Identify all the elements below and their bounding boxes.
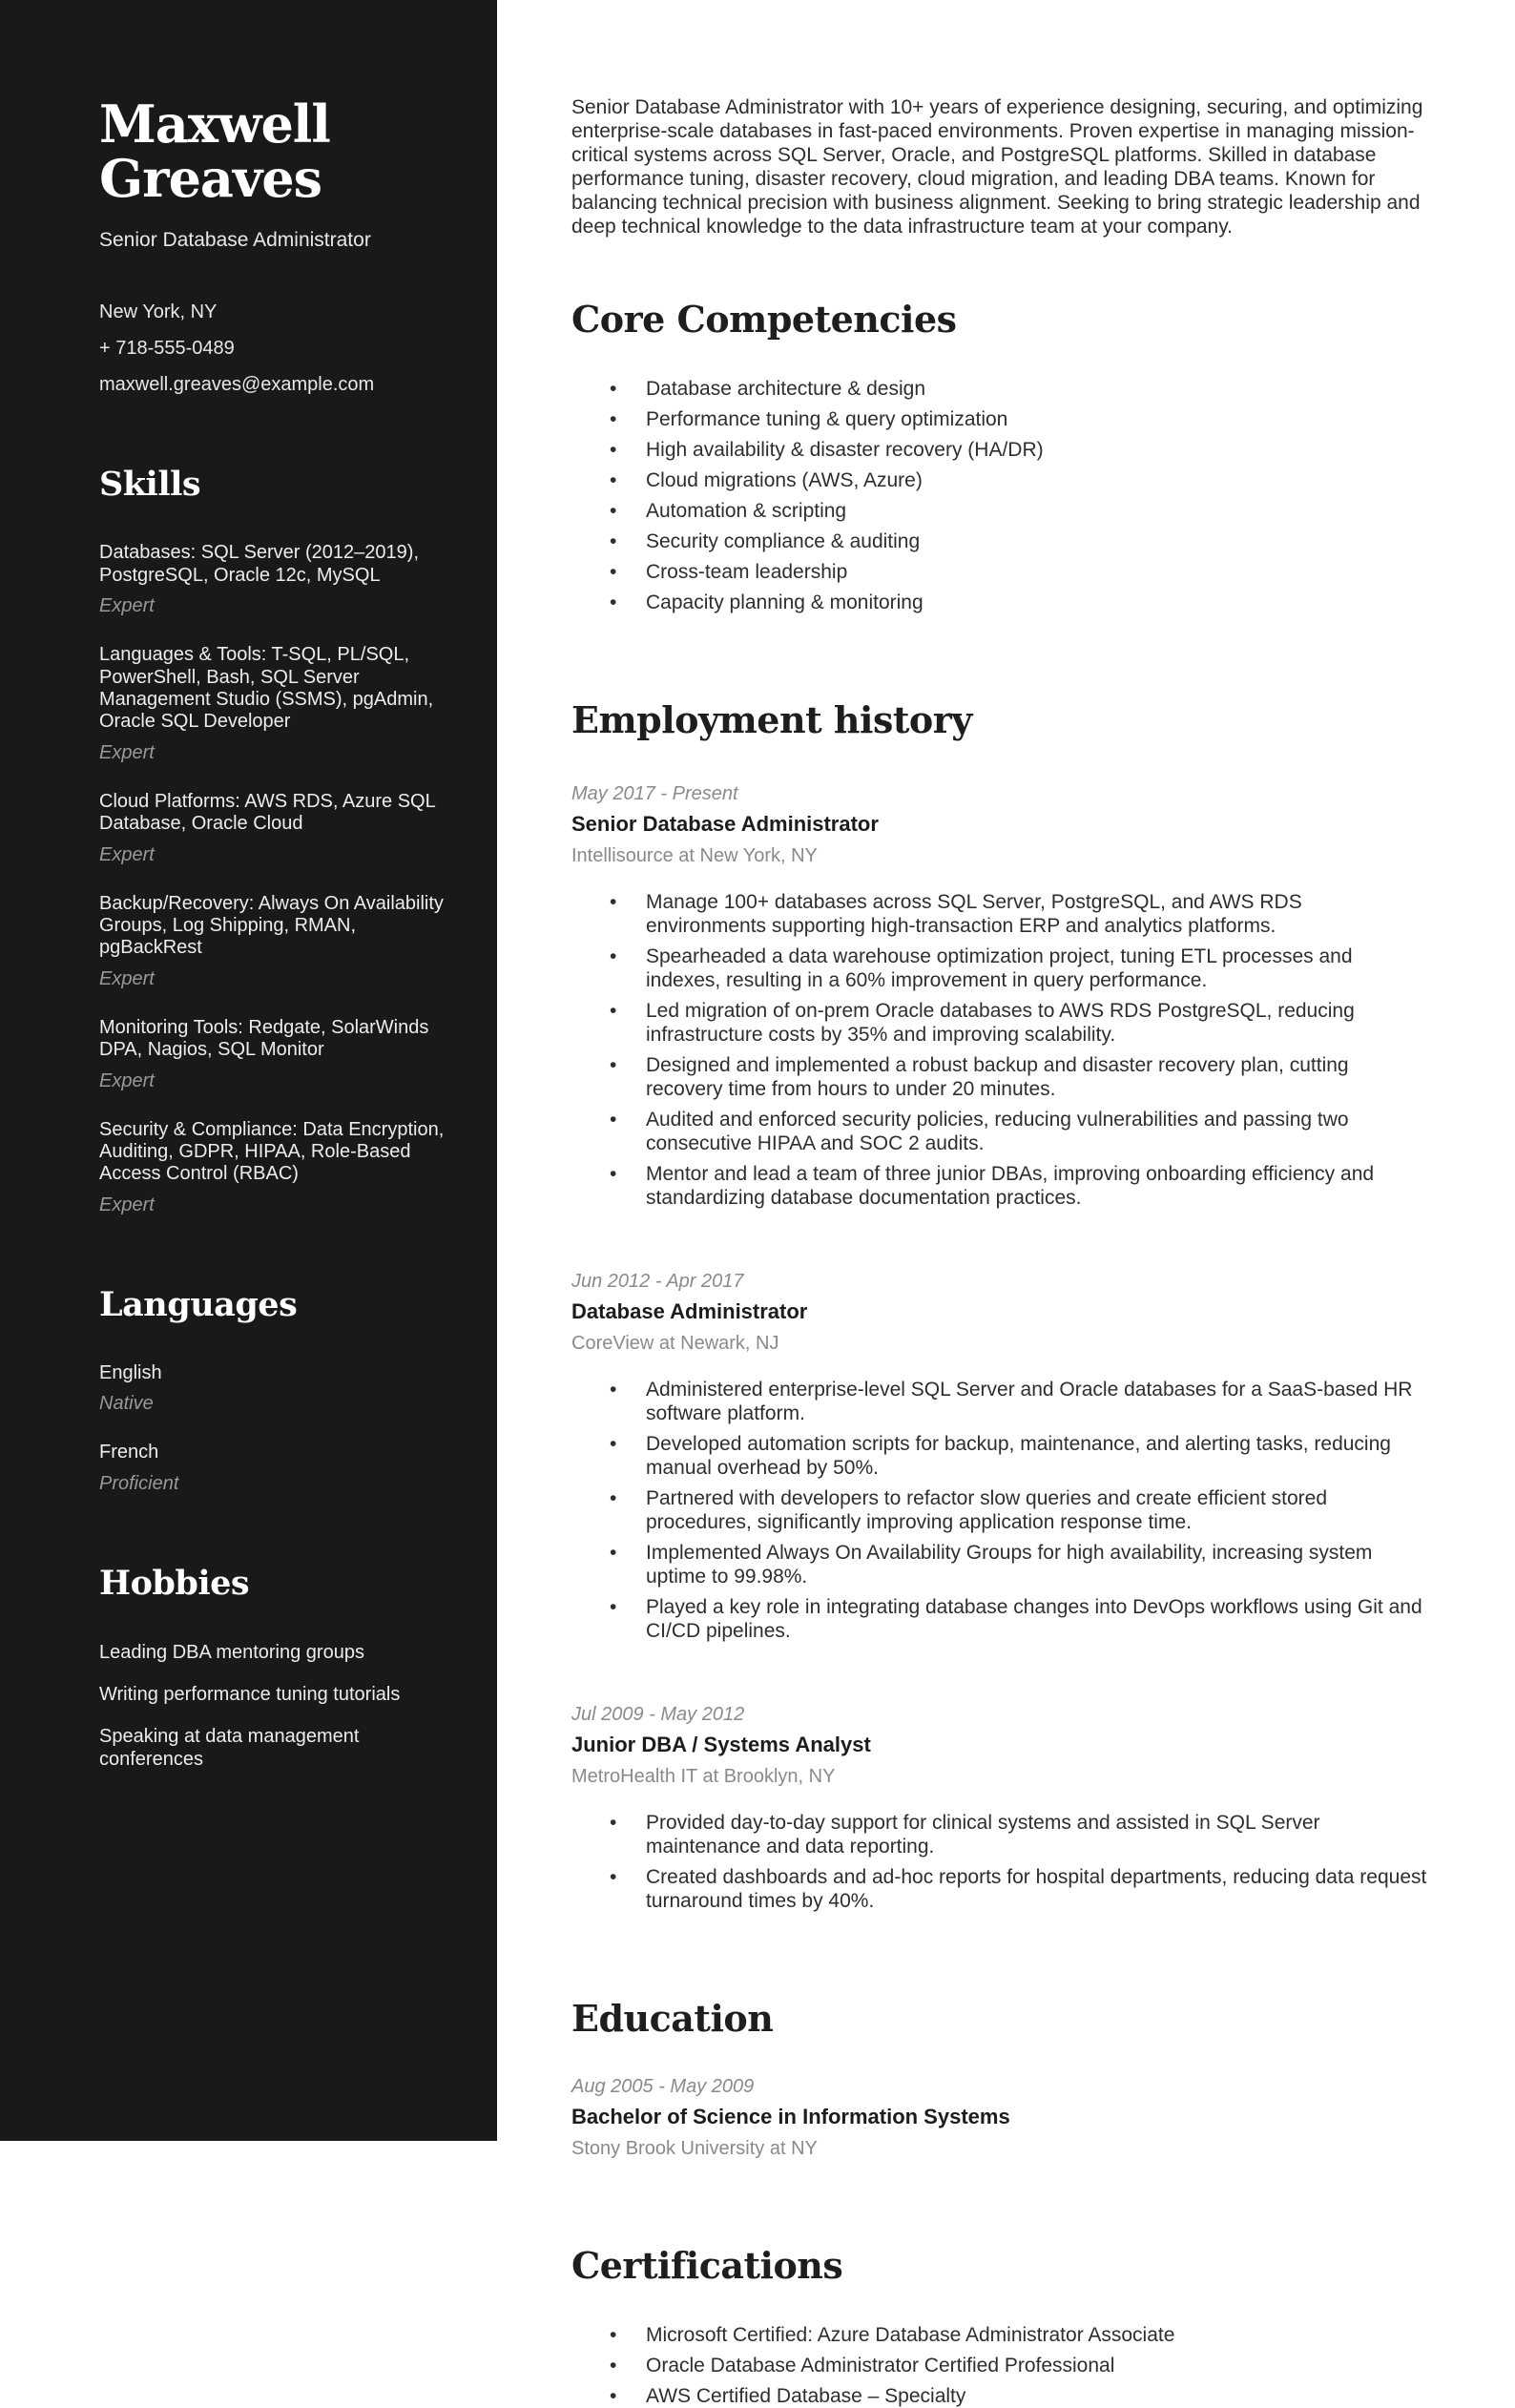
job-entry <box>571 783 1427 1210</box>
core-competency-item: • Automation & scripting <box>571 499 1427 523</box>
skill-label: Languages & Tools: T-SQL, PL/SQL, PowerShell, Bash, SQL Server Management Studio (SSMS), pgAdmin, Oracle SQL Developer <box>99 644 434 733</box>
core-competency-item: • Security compliance & auditing <box>571 529 1427 553</box>
skill-item <box>99 893 451 990</box>
job-dates: Jul 2009 - May 2012 <box>571 1704 745 1725</box>
core-competencies-heading: Core Competencies <box>571 298 957 341</box>
job-bullet: • Administered enterprise-level SQL Server and Oracle databases for a SaaS-based HR software platform. <box>571 1378 1427 1425</box>
contact-email: maxwell.greaves@example.com <box>99 374 375 396</box>
job-bullet-list <box>571 1378 1427 1643</box>
job-title: Junior DBA / Systems Analyst <box>571 1733 871 1756</box>
skill-level: Expert <box>99 1194 155 1215</box>
skill-label: Backup/Recovery: Always On Availability Groups, Log Shipping, RMAN, pgBackRest <box>99 892 444 959</box>
job-bullet: • Played a key role in integrating database changes into DevOps workflows using Git and CI/CD pipelines. <box>571 1595 1427 1643</box>
language-level: Proficient <box>99 1472 179 1494</box>
job-dates: May 2017 - Present <box>571 783 738 804</box>
language-label: French <box>99 1442 159 1463</box>
contact-phone: + 718-555-0489 <box>99 338 235 360</box>
skill-item <box>99 791 451 866</box>
job-title: Senior Database Administrator <box>571 812 879 836</box>
core-competency-item: • Cross-team leadership <box>571 560 1427 584</box>
contact-location: New York, NY <box>99 301 218 323</box>
job-dates: Jun 2012 - Apr 2017 <box>571 1271 744 1292</box>
employment-history-heading: Employment history <box>571 698 972 741</box>
candidate-title: Senior Database Administrator <box>99 229 371 252</box>
hobbies-heading: Hobbies <box>99 1563 250 1603</box>
hobby-item: Speaking at data management conferences <box>99 1725 360 1770</box>
skill-level: Expert <box>99 595 155 617</box>
skill-item <box>99 1017 451 1092</box>
core-competency-item: • Capacity planning & monitoring <box>571 591 1427 614</box>
core-competency-item: • Cloud migrations (AWS, Azure) <box>571 468 1427 492</box>
certification-item: • AWS Certified Database – Specialty <box>571 2384 1427 2408</box>
core-competency-item: • Database architecture & design <box>571 377 1427 401</box>
job-bullet: • Manage 100+ databases across SQL Server, PostgreSQL, and AWS RDS environments supporting high-transaction ERP and analytics platforms. <box>571 890 1427 938</box>
certification-item: • Oracle Database Administrator Certified Professional <box>571 2354 1427 2377</box>
core-competency-item: • Performance tuning & query optimization <box>571 407 1427 431</box>
hobby-item: Leading DBA mentoring groups <box>99 1641 364 1663</box>
hobbies-list <box>99 1641 451 1771</box>
core-competencies-list <box>571 377 1427 614</box>
job-company: Intellisource at New York, NY <box>571 845 818 866</box>
skill-level: Expert <box>99 741 155 763</box>
job-entry <box>571 1704 1427 1913</box>
languages-list <box>99 1362 451 1495</box>
language-item <box>99 1442 451 1494</box>
hobby-item: Writing performance tuning tutorials <box>99 1683 401 1705</box>
job-bullet: • Partnered with developers to refactor slow queries and create efficient stored procedures, significantly improving application response time. <box>571 1486 1427 1534</box>
core-competency-item: • High availability & disaster recovery (HA/DR) <box>571 438 1427 462</box>
job-bullet: • Provided day-to-day support for clinical systems and assisted in SQL Server maintenance and data reporting. <box>571 1811 1427 1858</box>
skill-label: Cloud Platforms: AWS RDS, Azure SQL Database, Oracle Cloud <box>99 790 435 835</box>
job-bullet-list <box>571 890 1427 1210</box>
job-company: CoreView at Newark, NJ <box>571 1333 779 1354</box>
job-bullet: • Led migration of on-prem Oracle databases to AWS RDS PostgreSQL, reducing infrastructure costs by 35% and improving scalability. <box>571 999 1427 1047</box>
job-bullet: • Created dashboards and ad-hoc reports for hospital departments, reducing data request turnaround times by 40%. <box>571 1865 1427 1913</box>
main-content <box>497 0 1515 2407</box>
job-bullet: • Designed and implemented a robust backup and disaster recovery plan, cutting recovery time from hours to under 20 minutes. <box>571 1053 1427 1101</box>
skill-label: Monitoring Tools: Redgate, SolarWinds DPA, Nagios, SQL Monitor <box>99 1016 429 1061</box>
job-bullet: • Spearheaded a data warehouse optimization project, tuning ETL processes and indexes, resulting in a 60% improvement in query performance. <box>571 945 1427 992</box>
education-heading: Education <box>571 1997 774 2040</box>
sidebar <box>0 0 497 2141</box>
education-dates: Aug 2005 - May 2009 <box>571 2076 755 2097</box>
education-school: Stony Brook University at NY <box>571 2138 818 2159</box>
education-entry <box>571 2076 1427 2160</box>
certification-item: • Microsoft Certified: Azure Database Administrator Associate <box>571 2323 1427 2347</box>
job-bullet: • Mentor and lead a team of three junior DBAs, improving onboarding efficiency and standardizing database documentation practices. <box>571 1162 1427 1210</box>
education-degree: Bachelor of Science in Information Systems <box>571 2105 1010 2128</box>
skill-label: Databases: SQL Server (2012–2019), PostgreSQL, Oracle 12c, MySQL <box>99 542 420 586</box>
skill-level: Expert <box>99 843 155 865</box>
job-company: MetroHealth IT at Brooklyn, NY <box>571 1766 836 1787</box>
job-bullet: • Implemented Always On Availability Groups for high availability, increasing system uptime to 99.98%. <box>571 1541 1427 1588</box>
job-title: Database Administrator <box>571 1299 808 1323</box>
contact-block <box>99 301 451 396</box>
language-item <box>99 1362 451 1415</box>
skills-heading: Skills <box>99 465 201 505</box>
certifications-list <box>571 2323 1427 2408</box>
job-bullet-list <box>571 1811 1427 1913</box>
skills-list <box>99 542 451 1215</box>
job-entry <box>571 1271 1427 1643</box>
language-level: Native <box>99 1393 154 1415</box>
job-bullet: • Audited and enforced security policies, reducing vulnerabilities and passing two consecutive HIPAA and SOC 2 audits. <box>571 1108 1427 1155</box>
profile-summary: Senior Database Administrator with 10+ years of experience designing, securing, and optimizing enterprise-scale databases in fast-paced environments. Proven expertise in managing mission-critical systems across SQL Server, Oracle, and PostgreSQL platforms. Skilled in database performance tuning, disaster recovery, cloud migration, and leading DBA teams. Known for balancing technical precision with business alignment. Seeking to bring strategic leadership and deep technical knowledge to the data infrastructure team at your company. <box>571 96 1423 238</box>
skill-level: Expert <box>99 1069 155 1091</box>
job-bullet: • Developed automation scripts for backup, maintenance, and alerting tasks, reducing manual overhead by 50%. <box>571 1432 1427 1480</box>
skill-item <box>99 644 451 764</box>
skill-item <box>99 542 451 617</box>
skill-item <box>99 1119 451 1216</box>
languages-heading: Languages <box>99 1284 298 1324</box>
candidate-name: Maxwell Greaves <box>99 93 330 210</box>
language-label: English <box>99 1361 162 1383</box>
skill-label: Security & Compliance: Data Encryption, Auditing, GDPR, HIPAA, Role-Based Access Control (RBAC) <box>99 1118 445 1185</box>
skill-level: Expert <box>99 967 155 989</box>
certifications-heading: Certifications <box>571 2244 843 2287</box>
